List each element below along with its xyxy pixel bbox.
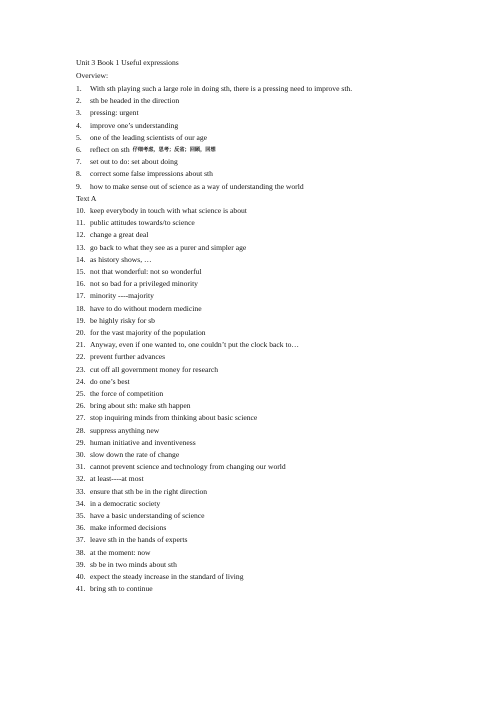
- item-text: slow down the rate of change: [90, 450, 180, 459]
- list-item: [76, 499, 160, 508]
- list-item: [76, 218, 195, 227]
- list-item: [76, 328, 206, 337]
- item-note: 仔细考虑，思考；反省；回顾，回想: [132, 146, 216, 153]
- item-number: 13.: [76, 242, 86, 252]
- item-text: one of the leading scientists of our age: [90, 132, 208, 142]
- item-number: 7.: [76, 157, 82, 167]
- item-text: suppress anything new: [90, 425, 160, 435]
- list-item: [76, 145, 216, 154]
- list-item: [76, 389, 163, 398]
- item-text: be highly risky for sb: [90, 315, 155, 325]
- item-number: 2.: [76, 96, 82, 106]
- item-text: ensure that sth be in the right direction: [90, 486, 208, 496]
- list-item: [76, 450, 179, 459]
- document-title: Unit 3 Book 1 Useful expressions: [76, 58, 179, 67]
- item-number: 26.: [76, 401, 86, 411]
- item-number: 25.: [76, 389, 86, 398]
- item-text: do one’s best: [90, 376, 130, 386]
- item-text: at the moment: now: [90, 547, 151, 557]
- item-text: correct some false impressions about sth: [90, 169, 213, 179]
- item-number: 41.: [76, 584, 86, 594]
- list-item: [76, 304, 202, 313]
- item-number: 32.: [76, 474, 86, 484]
- list-item: [76, 377, 130, 386]
- item-number: 39.: [76, 559, 86, 569]
- item-text: sb be in two minds about sth: [90, 559, 177, 569]
- list-item: [76, 487, 207, 496]
- list-item: [76, 243, 246, 252]
- list-item: [76, 548, 151, 557]
- list-item: [76, 84, 352, 93]
- list-item: [76, 426, 159, 435]
- item-number: 3.: [76, 108, 82, 118]
- item-text: leave sth in the hands of experts: [90, 535, 188, 545]
- item-text: reflect on sth: [90, 145, 130, 154]
- list-item: [76, 523, 166, 532]
- item-number: 18.: [76, 303, 86, 313]
- list-item: [76, 340, 299, 349]
- item-text: stop inquiring minds from thinking about basic science: [90, 413, 258, 423]
- list-item: [76, 413, 257, 422]
- item-number: 10.: [76, 206, 86, 215]
- item-number: 34.: [76, 498, 86, 508]
- list-item: [76, 206, 247, 215]
- item-text: set out to do: set about doing: [90, 157, 178, 167]
- item-number: 33.: [76, 486, 86, 496]
- item-text: With sth playing such a large role in doing sth, there is a pressing need to improve sth.: [90, 84, 353, 93]
- item-number: 4.: [76, 120, 82, 130]
- item-number: 16.: [76, 279, 86, 289]
- item-text: change a great deal: [90, 230, 149, 240]
- list-item: [76, 255, 152, 264]
- item-number: 19.: [76, 315, 86, 325]
- list-item: [76, 169, 213, 178]
- item-number: 31.: [76, 462, 86, 472]
- item-number: 35.: [76, 511, 86, 520]
- item-number: 38.: [76, 547, 86, 557]
- item-number: 36.: [76, 523, 86, 533]
- item-text: Anyway, even if one wanted to, one couldn’t put the clock back to…: [90, 340, 299, 350]
- item-number: 28.: [76, 425, 86, 435]
- item-number: 30.: [76, 450, 86, 459]
- list-item: [76, 157, 178, 166]
- item-text: in a democratic society: [90, 498, 161, 508]
- item-text: pressing: urgent: [90, 108, 139, 118]
- item-text: sth be headed in the direction: [90, 96, 180, 106]
- item-text: not so bad for a privileged minority: [90, 279, 198, 289]
- item-text: bring sth to continue: [90, 584, 153, 594]
- list-item: [76, 511, 205, 520]
- item-text: minority ----majority: [90, 291, 154, 301]
- list-item: [76, 96, 179, 105]
- item-number: 23.: [76, 364, 86, 374]
- item-number: 27.: [76, 413, 86, 423]
- item-number: 15.: [76, 267, 86, 276]
- list-item: [76, 133, 207, 142]
- item-number: 12.: [76, 230, 86, 240]
- list-item: [76, 279, 198, 288]
- item-text: go back to what they see as a purer and simpler age: [90, 242, 247, 252]
- item-number: 24.: [76, 376, 86, 386]
- item-text: human initiative and inventiveness: [90, 437, 196, 447]
- list-item: [76, 560, 177, 569]
- list-item: [76, 108, 139, 117]
- item-text: have to do without modern medicine: [90, 303, 202, 313]
- item-number: 37.: [76, 535, 86, 545]
- list-item: [76, 365, 218, 374]
- overview-heading: Overview:: [76, 71, 109, 80]
- list-item: [76, 121, 178, 130]
- list-item: [76, 291, 154, 300]
- item-text: public attitudes towards/to science: [90, 218, 195, 228]
- list-item: [76, 352, 165, 361]
- item-number: 20.: [76, 328, 86, 337]
- list-item: [76, 535, 187, 544]
- item-number: 5.: [76, 132, 82, 142]
- text-a-heading: Text A: [76, 193, 97, 203]
- item-number: 8.: [76, 169, 82, 179]
- item-text: keep everybody in touch with what science is about: [90, 206, 247, 215]
- item-text: prevent further advances: [90, 352, 166, 362]
- item-text: cut off all government money for research: [90, 364, 219, 374]
- item-number: 21.: [76, 340, 86, 350]
- list-item: [76, 474, 144, 483]
- item-number: 6.: [76, 145, 82, 154]
- item-text: bring about sth: make sth happen: [90, 401, 191, 411]
- item-number: 11.: [76, 218, 86, 228]
- item-number: 29.: [76, 437, 86, 447]
- item-text: for the vast majority of the population: [90, 328, 206, 337]
- item-number: 40.: [76, 572, 86, 581]
- list-item: [76, 230, 148, 239]
- item-text: make informed decisions: [90, 523, 167, 533]
- list-item: [76, 438, 196, 447]
- item-text: the force of competition: [90, 389, 164, 398]
- list-item: [76, 316, 155, 325]
- item-number: 22.: [76, 352, 86, 362]
- item-text: have a basic understanding of science: [90, 511, 205, 520]
- item-text: expect the steady increase in the standard of living: [90, 572, 244, 581]
- item-text: improve one’s understanding: [90, 120, 179, 130]
- item-text: how to make sense out of science as a way of understanding the world: [90, 181, 304, 191]
- item-text: not that wonderful: not so wonderful: [90, 267, 202, 276]
- item-text: as history shows, …: [90, 254, 152, 264]
- item-text: at least----at most: [90, 474, 144, 484]
- list-item: [76, 401, 191, 410]
- item-number: 1.: [76, 84, 82, 93]
- list-item: [76, 584, 153, 593]
- list-item: [76, 462, 286, 471]
- list-item: [76, 572, 244, 581]
- item-number: 9.: [76, 181, 82, 191]
- item-number: 17.: [76, 291, 86, 301]
- list-item: [76, 182, 304, 191]
- list-item: [76, 267, 202, 276]
- item-text: cannot prevent science and technology from changing our world: [90, 462, 286, 472]
- item-number: 14.: [76, 254, 86, 264]
